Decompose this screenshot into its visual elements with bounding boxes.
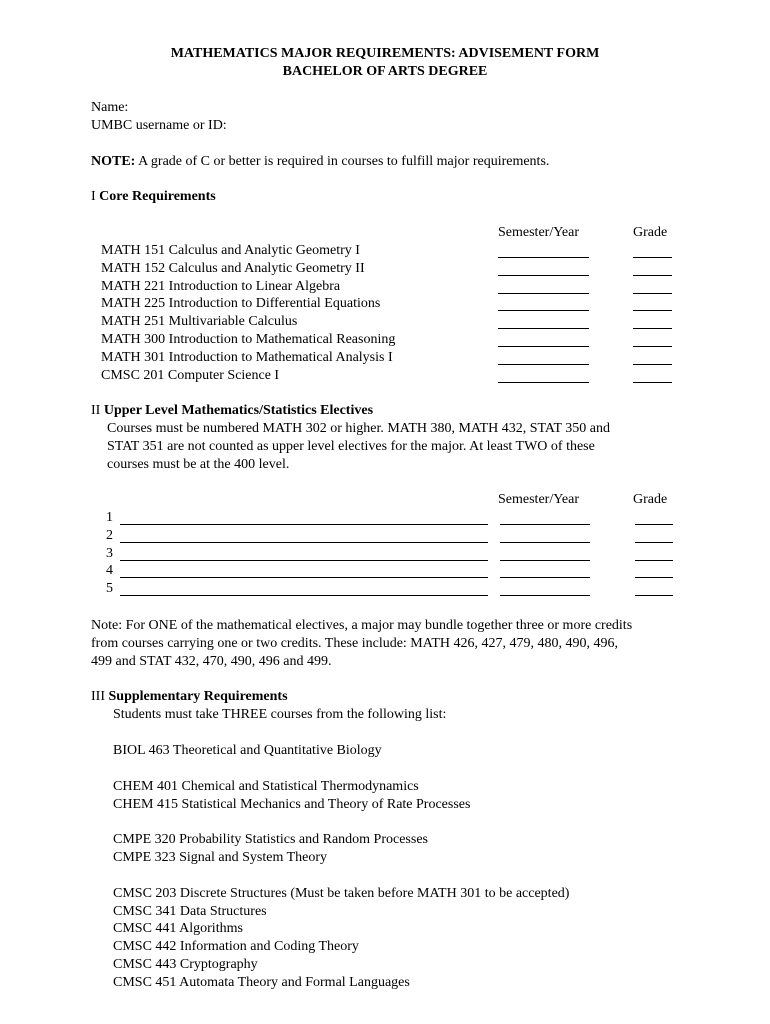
elective-course-blank[interactable] — [120, 577, 488, 578]
supp-course: CMSC 203 Discrete Structures (Must be taken before MATH 301 to be accepted) — [113, 886, 570, 901]
elective-row — [106, 580, 676, 598]
core-course-name: MATH 301 Introduction to Mathematical Analysis I — [101, 349, 393, 365]
core-course-name: MATH 152 Calculus and Analytic Geometry II — [101, 260, 365, 276]
semester-year-blank[interactable] — [498, 382, 589, 383]
semester-year-blank[interactable] — [500, 577, 590, 578]
core-course-row — [101, 260, 681, 278]
grade-blank[interactable] — [635, 524, 673, 525]
bundle-note-line: from courses carrying one or two credits. These include: MATH 426, 427, 479, 480, 490, 496, — [91, 636, 618, 651]
grade-blank[interactable] — [635, 577, 673, 578]
upper-desc-line: Courses must be numbered MATH 302 or higher. MATH 380, MATH 432, STAT 350 and — [107, 421, 610, 436]
grade-note — [91, 153, 549, 171]
grade-blank[interactable] — [635, 560, 673, 561]
semester-year-blank[interactable] — [498, 293, 589, 294]
upper-semester-header: Semester/Year — [498, 492, 580, 507]
semester-year-blank[interactable] — [498, 364, 589, 365]
supp-course: CMSC 341 Data Structures — [113, 904, 267, 919]
section-supp-heading — [91, 688, 288, 706]
bundle-note-line: Note: For ONE of the mathematical electives, a major may bundle together three or more credits — [91, 618, 633, 633]
section-upper-heading — [91, 402, 373, 420]
core-course-row — [101, 295, 681, 313]
core-course-row — [101, 313, 681, 331]
supp-course: BIOL 463 Theoretical and Quantitative Biology — [113, 743, 382, 758]
form-title-line1: MATHEMATICS MAJOR REQUIREMENTS: ADVISEMENT FORM — [170, 46, 600, 61]
core-course-row — [101, 278, 681, 296]
grade-blank[interactable] — [633, 382, 672, 383]
section-title: Upper Level Mathematics/Statistics Electives — [103, 403, 374, 418]
elective-number: 1 — [106, 510, 113, 525]
supp-course: CMSC 451 Automata Theory and Formal Languages — [113, 975, 410, 990]
supp-course: CMSC 441 Algorithms — [113, 921, 243, 936]
supp-course: CMSC 442 Information and Coding Theory — [113, 939, 359, 954]
elective-number: 3 — [106, 545, 113, 561]
supp-course: CHEM 415 Statistical Mechanics and Theory of Rate Processes — [113, 797, 471, 812]
elective-row — [106, 562, 676, 580]
form-title-line2: BACHELOR OF ARTS DEGREE — [282, 64, 488, 79]
core-semester-header: Semester/Year — [498, 225, 580, 240]
upper-desc-line: courses must be at the 400 level. — [107, 457, 290, 472]
core-course-name: MATH 300 Introduction to Mathematical Reasoning — [101, 332, 396, 347]
core-course-name: MATH 225 Introduction to Differential Equations — [101, 296, 381, 312]
elective-number: 4 — [106, 563, 113, 579]
core-course-name: MATH 221 Introduction to Linear Algebra — [101, 278, 341, 294]
grade-blank[interactable] — [633, 364, 672, 365]
section-title: Supplementary Requirements — [108, 689, 288, 704]
grade-blank[interactable] — [633, 310, 672, 311]
elective-number: 5 — [106, 581, 113, 597]
supp-course: CHEM 401 Chemical and Statistical Thermodynamics — [113, 779, 419, 794]
upper-desc-line: STAT 351 are not counted as upper level electives for the major. At least TWO of these — [107, 439, 595, 454]
core-course-row — [101, 349, 681, 367]
elective-course-blank[interactable] — [120, 524, 488, 525]
core-course-row — [101, 242, 681, 260]
core-grade-header: Grade — [633, 225, 668, 240]
grade-blank[interactable] — [633, 293, 672, 294]
elective-course-blank[interactable] — [120, 542, 488, 543]
bundle-note-line: 499 and STAT 432, 470, 490, 496 and 499. — [91, 654, 332, 669]
grade-blank[interactable] — [633, 257, 672, 258]
name-field-label: Name: — [91, 100, 129, 115]
section-title: Core Requirements — [99, 189, 216, 204]
grade-blank[interactable] — [635, 595, 673, 596]
id-field-label: UMBC username or ID: — [91, 118, 227, 133]
supp-course: CMPE 323 Signal and System Theory — [113, 850, 328, 865]
semester-year-blank[interactable] — [500, 560, 590, 561]
supp-course: CMPE 320 Probability Statistics and Random Processes — [113, 832, 428, 847]
core-course-name: MATH 151 Calculus and Analytic Geometry I — [101, 243, 360, 258]
core-course-row — [101, 331, 681, 349]
grade-blank[interactable] — [633, 346, 672, 347]
core-course-name: MATH 251 Multivariable Calculus — [101, 314, 298, 330]
section-numeral: III — [91, 689, 109, 704]
semester-year-blank[interactable] — [498, 275, 589, 276]
semester-year-blank[interactable] — [498, 257, 589, 258]
grade-note-text: A grade of C or better is required in courses to fulfill major requirements. — [135, 154, 550, 169]
elective-row — [106, 545, 676, 563]
section-numeral: I — [91, 189, 100, 204]
elective-course-blank[interactable] — [120, 560, 488, 561]
core-course-row — [101, 367, 681, 385]
semester-year-blank[interactable] — [498, 328, 589, 329]
supp-intro: Students must take THREE courses from the following list: — [113, 707, 447, 722]
section-core-heading — [91, 188, 216, 206]
upper-grade-header: Grade — [633, 492, 668, 507]
elective-row — [106, 527, 676, 545]
supp-course: CMSC 443 Cryptography — [113, 957, 258, 972]
semester-year-blank[interactable] — [498, 346, 589, 347]
grade-blank[interactable] — [635, 542, 673, 543]
section-numeral: II — [91, 403, 104, 418]
semester-year-blank[interactable] — [500, 595, 590, 596]
core-course-name: CMSC 201 Computer Science I — [101, 367, 280, 383]
grade-note-label: NOTE: — [91, 154, 136, 169]
semester-year-blank[interactable] — [500, 524, 590, 525]
semester-year-blank[interactable] — [498, 310, 589, 311]
elective-row — [106, 509, 676, 527]
elective-course-blank[interactable] — [120, 595, 488, 596]
semester-year-blank[interactable] — [500, 542, 590, 543]
grade-blank[interactable] — [633, 275, 672, 276]
elective-number: 2 — [106, 527, 113, 543]
grade-blank[interactable] — [633, 328, 672, 329]
